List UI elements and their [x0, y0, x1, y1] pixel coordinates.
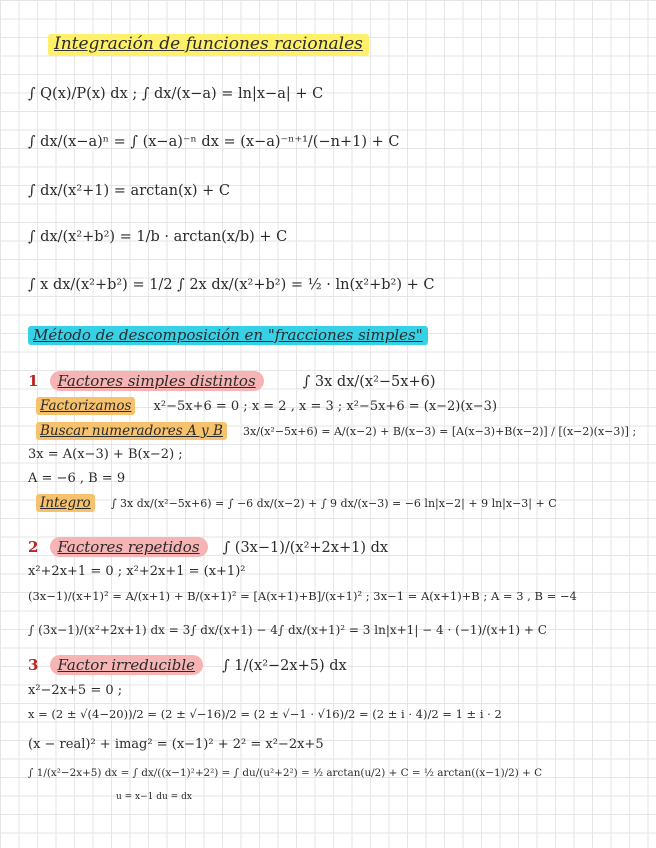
- formula-4: ∫ dx/(x²+b²) = 1/b · arctan(x/b) + C: [28, 229, 288, 245]
- case3-header: [28, 656, 347, 675]
- case2-line1: x²+2x+1 = 0 ; x²+2x+1 = (x+1)²: [28, 564, 246, 579]
- numerators-label: Buscar numeradores A y B: [36, 422, 227, 440]
- case1-title: Factores simples distintos: [50, 371, 264, 391]
- case2-number: 2: [28, 538, 39, 556]
- integrate-text: ∫ 3x dx/(x²−5x+6) = ∫ −6 dx/(x−2) + ∫ 9 dx/(x−3) = −6 ln|x−2| + 9 ln|x−3| + C: [110, 497, 557, 510]
- case3-line4: ∫ 1/(x²−2x+5) dx = ∫ dx/((x−1)²+2²) = ∫ du/(u²+2²) = ½ arctan(u/2) + C = ½ arctan((x−1)/2) + C: [28, 767, 543, 779]
- case1-line4: A = −6 , B = 9: [28, 471, 126, 486]
- case1-factorize: [36, 399, 497, 415]
- formula-1: ∫ Q(x)/P(x) dx ; ∫ dx/(x−a) = ln|x−a| + C: [28, 86, 324, 102]
- case2-line2: (3x−1)/(x+1)² = A/(x+1) + B/(x+1)² = [A(x+1)+B]/(x+1)² ; 3x−1 = A(x+1)+B ; A = 3 , B = −4: [28, 589, 577, 603]
- case3-substitution: u = x−1 du = dx: [116, 792, 192, 802]
- case2-line3: ∫ (3x−1)/(x²+2x+1) dx = 3∫ dx/(x+1) − 4∫ dx/(x+1)² = 3 ln|x+1| − 4 · (−1)/(x+1) + C: [28, 623, 547, 637]
- case3-line1: x²−2x+5 = 0 ;: [28, 683, 123, 698]
- case3-line3: (x − real)² + imag² = (x−1)² + 2² = x²−2x+5: [28, 737, 324, 752]
- case2-title: Factores repetidos: [50, 537, 208, 557]
- case2-integral: ∫ (3x−1)/(x²+2x+1) dx: [222, 540, 389, 556]
- case1-number: 1: [28, 372, 39, 390]
- case3-number: 3: [28, 656, 39, 674]
- page-title: Integración de funciones racionales: [48, 34, 369, 56]
- case3-title: Factor irreducible: [50, 655, 203, 675]
- case3-line2: x = (2 ± √(4−20))/2 = (2 ± √−16)/2 = (2 ± √−1 · √16)/2 = (2 ± i · 4)/2 = 1 ± i · 2: [28, 707, 502, 721]
- case2-header: [28, 538, 388, 557]
- factorize-label: Factorizamos: [36, 397, 135, 415]
- case3-integral: ∫ 1/(x²−2x+5) dx: [222, 658, 347, 674]
- formula-3: ∫ dx/(x²+1) = arctan(x) + C: [28, 183, 231, 199]
- section-title: Método de descomposición en "fracciones simples": [28, 326, 428, 345]
- numerators-text: 3x/(x²−5x+6) = A/(x−2) + B/(x−3) = [A(x−3)+B(x−2)] / [(x−2)(x−3)] ;: [243, 425, 637, 438]
- case1-header: [28, 372, 436, 391]
- factorize-text: x²−5x+6 = 0 ; x = 2 , x = 3 ; x²−5x+6 = (x−2)(x−3): [153, 399, 498, 414]
- integrate-label: Integro: [36, 494, 95, 512]
- case1-numerators: [36, 424, 636, 440]
- case1-line3: 3x = A(x−3) + B(x−2) ;: [28, 447, 183, 462]
- case1-integral: ∫ 3x dx/(x²−5x+6): [302, 374, 436, 390]
- case1-integrate: [36, 496, 557, 512]
- formula-5: ∫ x dx/(x²+b²) = 1/2 ∫ 2x dx/(x²+b²) = ½ · ln(x²+b²) + C: [28, 277, 435, 293]
- formula-2: ∫ dx/(x−a)ⁿ = ∫ (x−a)⁻ⁿ dx = (x−a)⁻ⁿ⁺¹/(−n+1) + C: [28, 134, 400, 150]
